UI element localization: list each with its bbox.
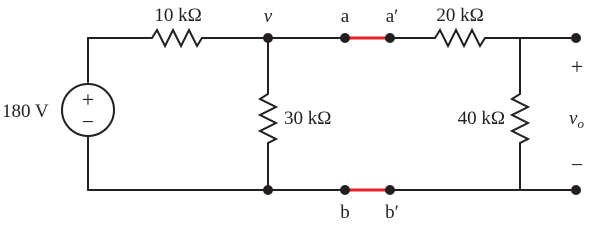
source-minus-sign: − [81,109,95,134]
node-bprime-dot [385,185,395,195]
resistor-20k-label: 20 kΩ [436,5,484,26]
output-plus-sign: + [570,54,584,79]
node-a-dot [340,33,350,43]
resistor-40k-label: 40 kΩ [457,108,505,129]
resistor-20k [428,30,492,46]
output-terminal-bottom [571,185,581,195]
output-terminal-top [571,33,581,43]
output-minus-sign: − [570,152,584,177]
node-aprime-label: a′ [385,6,399,27]
resistor-10k-label: 10 kΩ [154,5,202,26]
resistor-30k-label: 30 kΩ [284,108,332,129]
source-voltage-label: 180 V [2,101,49,122]
node-v-dot [263,33,273,43]
resistor-40k [512,88,528,148]
source-plus-sign: + [81,87,95,112]
resistor-10k [145,30,212,46]
node-aprime-dot [385,33,395,43]
node-bprime-label: b′ [385,202,399,223]
node-b-dot [340,185,350,195]
node-b-label: b [340,202,350,223]
node-bottom-30k-dot [263,185,273,195]
output-voltage-main: v [569,108,578,129]
node-v-label: v [263,6,273,27]
node-a-label: a [340,6,350,27]
resistor-30k [260,88,276,148]
output-voltage-label [569,108,584,131]
output-voltage-subscript: o [577,116,584,131]
